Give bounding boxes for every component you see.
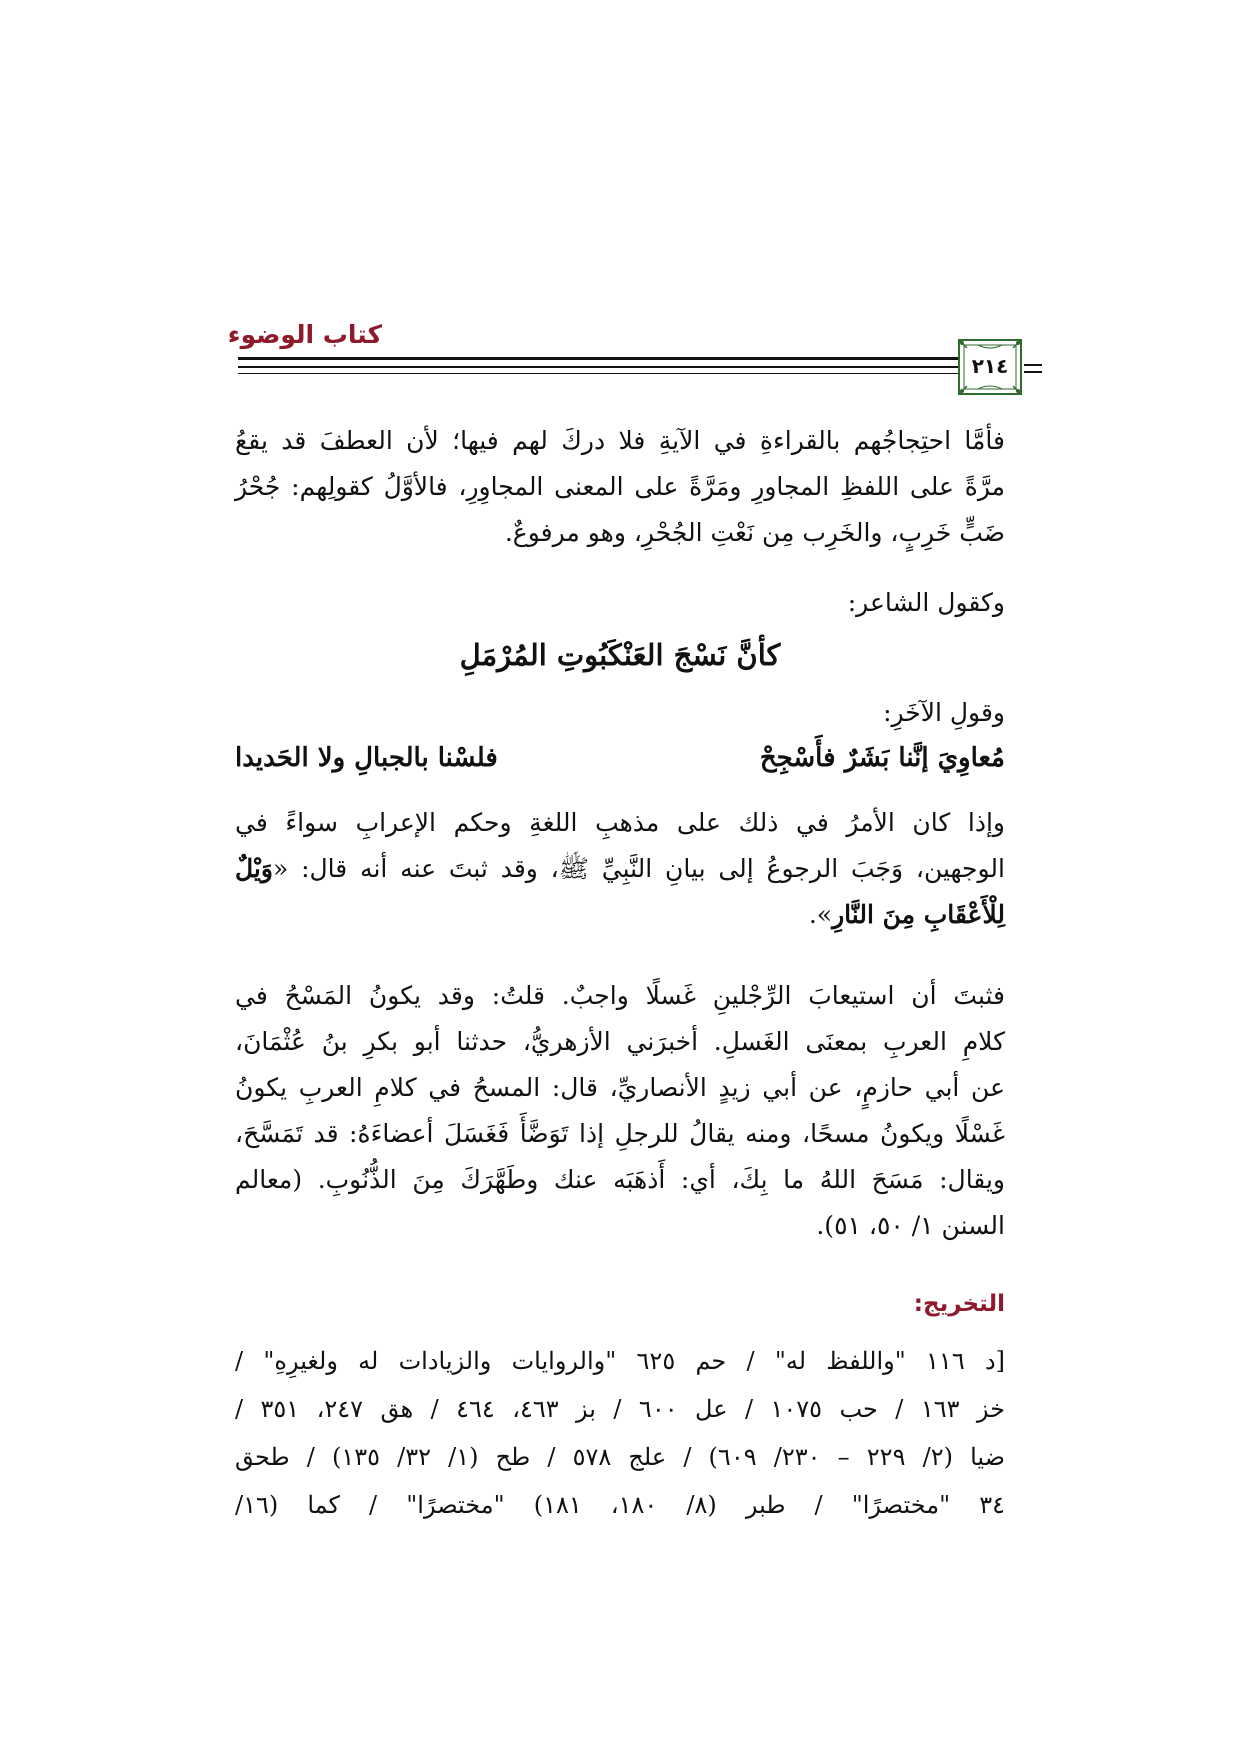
reference-line: خز ١٦٣ / حب ١٠٧٥ / عل ٦٠٠ / بز ٤٦٣، ٤٦٤ / هق ٢٤٧، ٣٥١ / (235, 1395, 1005, 1423)
header-rule-left-3 (238, 373, 958, 374)
text-line: غَسْلًا ويكونُ مسحًا، ومنه يقالُ للرجلِ إذا تَوَضَّأَ فَغَسَلَ أعضاءَهُ: قد تَمَسَّحَ، (235, 1119, 1005, 1148)
header-rule-right-2 (1024, 371, 1042, 373)
text-line: ويقال: مَسَحَ اللهُ ما بِكَ، أي: أَذهَبَه عنك وطَهَّرَكَ مِنَ الذُّنُوبِ. (معالم (235, 1165, 1005, 1194)
text-line: السنن ١/ ٥٠، ٥١). (816, 1211, 1005, 1240)
text-line: فأمَّا احتِجاجُهم بالقراءةِ في الآيةِ فلا دركَ لهم فيها؛ لأن العطفَ قد يقعُ (235, 426, 1005, 455)
page-number: ٢١٤ (971, 354, 1009, 378)
header-rule-right-1 (1024, 364, 1042, 366)
text-line (235, 892, 1005, 938)
header-rule-left-2 (238, 366, 958, 368)
poet-intro-label: وكقول الشاعر: (847, 588, 1005, 617)
text-line: فثبتَ أن استيعابَ الرِّجْلينِ غَسلًا واجبٌ. قلتُ: وقد يكونُ المَسْحُ في (235, 981, 1005, 1010)
text-segment: الوجهين، وَجَبَ الرجوعُ إلى بيانِ النَّبِيِّ ﷺ، وقد ثبتَ عنه أنه قال: « (272, 854, 1005, 883)
hadith-quote: لِلْأَعْقَابِ مِنَ النَّارِ (832, 900, 1005, 929)
paragraph-references (235, 1337, 1005, 1529)
text-line: كلامِ العربِ بمعنَى الغَسلِ. أخبرَني الأزهريُّ، حدثنا أبو بكرِ بنُ عُثْمَانَ، (235, 1027, 1005, 1056)
first-hemistich: مُعاوِيَ إنَّنا بَشَرٌ فأَسْجِحْ (759, 743, 1005, 773)
paragraph-hadith-citation (235, 800, 1005, 938)
section-heading-takhrij: التخريج: (913, 1291, 1005, 1317)
running-header-title: كتاب الوضوء (227, 320, 382, 349)
second-poet-intro-label: وقولِ الآخَرِ: (883, 698, 1005, 727)
text-line: ضَبٍّ خَرِبٍ، والخَرِب مِن نَعْتِ الجُحْرِ، وهو مرفوعٌ. (504, 518, 1005, 547)
header-rule-left-1 (238, 357, 958, 360)
text-line: مرَّةً على اللفظِ المجاورِ ومَرَّةً على المعنى المجاوِرِ، فالأوَّلُ كقولِهم: جُحْرُ (235, 472, 1005, 501)
text-line: عن أبي حازمٍ، عن أبي زيدٍ الأنصاريِّ، قال: المسحُ في كلامِ العربِ يكونُ (235, 1073, 1005, 1102)
reference-line: [د ١١٦ "واللفظ له" / حم ٦٢٥ "والروايات والزيادات له ولغيرِهِ" / (235, 1347, 1006, 1375)
second-hemistich: فلسْنا بالجبالِ ولا الحَديدا (235, 743, 498, 773)
text-line: وإذا كان الأمرُ في ذلك على مذهبِ اللغةِ وحكم الإعرابِ سواءً في (235, 808, 1005, 837)
paragraph-grammar-argument (235, 418, 1005, 556)
poetry-verse: كأنَّ نَسْجَ العَنْكَبُوتِ المُرْمَلِ (459, 638, 781, 672)
page-number-badge (958, 339, 1022, 395)
text-segment: ». (808, 900, 833, 929)
reference-line: ٣٤ "مختصرًا" / طبر (٨/ ١٨٠، ١٨١) "مختصرًا" / كما (١٦/ (235, 1491, 1006, 1519)
text-line (235, 846, 1005, 892)
reference-line: ضيا (٢/ ٢٢٩ – ٢٣٠/ ٦٠٩) / علج ٥٧٨ / طح (١/ ٣٢/ ١٣٥) / طحق (235, 1443, 1006, 1471)
hadith-quote: وَيْلٌ (235, 854, 273, 883)
paragraph-wiping-definition (235, 973, 1005, 1249)
